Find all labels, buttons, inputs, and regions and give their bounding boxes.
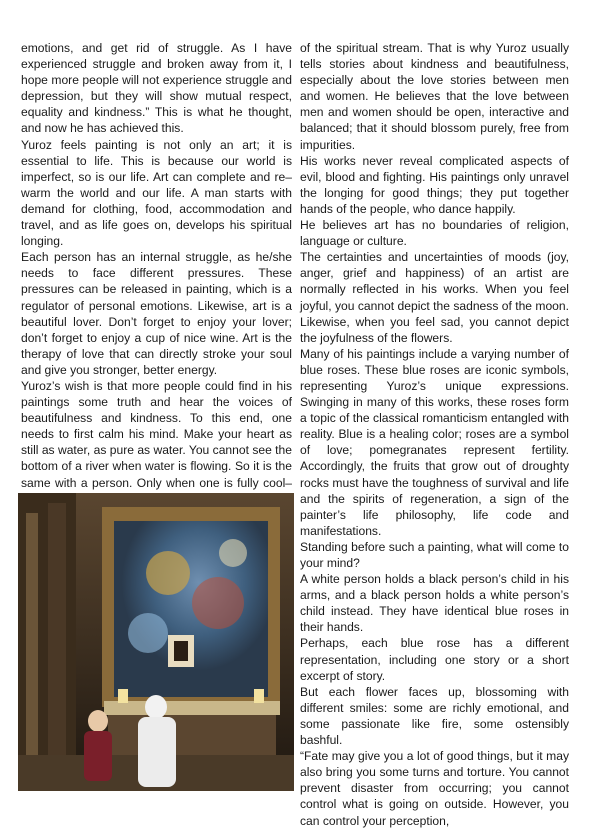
church-interior-photo: [18, 493, 294, 791]
paragraph: Yuroz’s wish is that more people could find in his paintings some truth and hear the voices of beautifulness and kindness. To this end, one needs to first calm his mind. Make your heart as still as water, as pure as water. You cannot see the bottom of a river when water is flowing. So it is the same with a person. Only when one is fully cool–: [21, 378, 292, 490]
paragraph: of the spiritual stream. That is why Yuroz usually tells stories about kindness and beautifulness, especially about the love stories between men and women. He believes that the love between men and women should be open, interactive and balanced; that it should blossom purely, free from impurities.: [300, 41, 569, 152]
paragraph: Standing before such a painting, what will come to your mind?: [300, 539, 569, 570]
photo-illustration: [18, 493, 294, 791]
paragraph: His works never reveal complicated aspects of evil, blood and fighting. His paintings only unravel the longing for good things; they put together hands of the people, who dance happily.: [300, 153, 569, 216]
paragraph: The certainties and uncertainties of moods (joy, anger, grief and happiness) of an artist are normally reflected in his works. When you feel joyful, you cannot depict the sadness of the moon. Likewise, when you feel sad, you cannot depict the joyfulness of the flowers.: [300, 250, 569, 345]
paragraph: Each person has an internal struggle, as he/she needs to face different pressures. These pressures can be released in painting, which is a regulator of personal emotions. Likewise, art is a beautiful lover. Don’t forget to enjoy your lover; don’t forget to enjoy a cup of nice wine. Art is the therapy of love that can directly stroke your soul and give you stronger, better energy.: [21, 250, 292, 377]
paragraph: emotions, and get rid of struggle. As I have experienced struggle and broken away from it, I hope more people will not experience struggle and depression, but they will show mutual respect, equality and kindness.” This is what he thought, and now he has achieved this.: [21, 41, 292, 136]
paragraph: Many of his paintings include a varying number of blue roses. These blue roses are iconic symbols, representing Yuroz’s unique expressions. Swinging in many of this works, these roses form a topic of the classical romanticism entangled with reality. Blue is a healing color; roses are a symbol of love; pomegranates represent fertility. Accordingly, the fruits that grow out of droughty rocks must have the toughness of survival and life and the spirits of regeneration, a sign of the painter’s life philosophy, life code and manifestations.: [300, 346, 569, 538]
right-column: [300, 40, 569, 829]
left-column: [21, 40, 292, 523]
paragraph: “Fate may give you a lot of good things, but it may also bring you some turns and torture. You cannot prevent disaster from occurring; you cannot control what is going on outside. However, you can control your perception,: [300, 749, 569, 828]
paragraph: A white person holds a black person’s child in his arms, and a black person holds a white person’s child instead. They have identical blue roses in their hands.: [300, 572, 569, 635]
paragraph: He believes art has no boundaries of religion, language or culture.: [300, 218, 569, 249]
paragraph: Yuroz feels painting is not only an art; it is essential to life. This is because our world is imperfect, so is our life. Art can complete and re–warm the world and our life. A man starts with demand for clothing, food, accommodation and travel, and as life goes on, develops his spiritual longing.: [21, 137, 292, 249]
paragraph: Perhaps, each blue rose has a different representation, including one story or a short excerpt of story.: [300, 636, 569, 683]
paragraph: But each flower faces up, blossoming with different smiles: some are richly emotional, and some passionate like fire, some ostensibly bashful.: [300, 684, 569, 748]
